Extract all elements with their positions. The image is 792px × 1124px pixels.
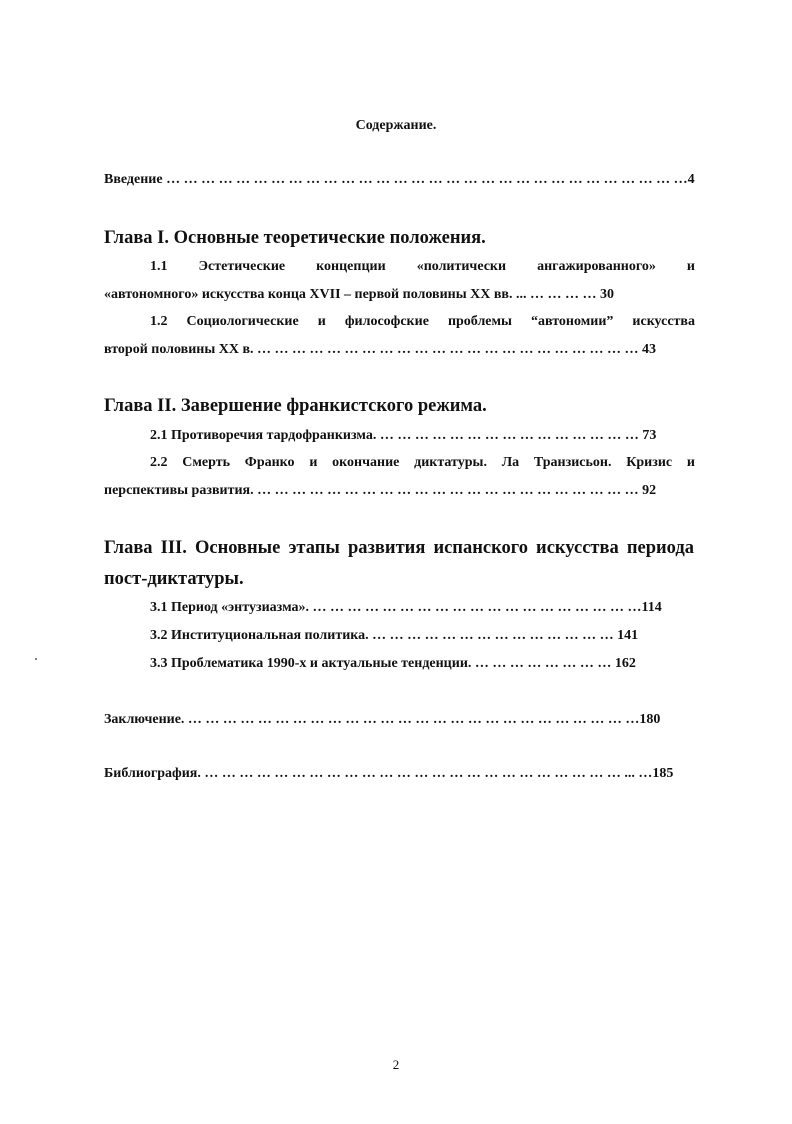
page-number: 2: [392, 1057, 400, 1072]
toc-entry-1-1-line-1: 1.1 Эстетические концепции «политически ангажированного» и: [150, 259, 695, 274]
toc-entry-2-2-line-2: перспективы развития. … … … … … … … … … … … … … … … … … … … … … … 92: [104, 483, 657, 498]
chapter-2-heading: Глава II. Завершение франкистского режима.: [104, 396, 487, 416]
toc-entry-3-2: 3.2 Институциональная политика. … … … … … … … … … … … … … … 141: [150, 628, 639, 643]
toc-entry-2-1: 2.1 Противоречия тардофранкизма. … … … … … … … … … … … … … … … 73: [150, 428, 657, 443]
toc-entry-1-1-line-2: «автономного» искусства конца XVII – первой половины XX вв. ... … … … … 30: [104, 287, 614, 302]
chapter-3-heading-line-2: пост-диктатуры.: [104, 569, 244, 589]
toc-entry-intro: Введение … … … … … … … … … … … … … … … … … … … … … … … … … … … … … …4: [104, 172, 695, 187]
toc-entry-1-2-line-2: второй половины XX в. … … … … … … … … … … … … … … … … … … … … … … 43: [104, 342, 657, 357]
chapter-3-heading-line-1: Глава III. Основные этапы развития испанского искусства периода: [104, 538, 694, 558]
toc-entry-3-3: 3.3 Проблематика 1990-х и актуальные тенденции. … … … … … … … … 162: [150, 656, 636, 671]
toc-entry-3-1: 3.1 Период «энтузиазма». … … … … … … … … … … … … … … … … … … …114: [150, 600, 662, 615]
toc-entry-2-2-line-1: 2.2 Смерть Франко и окончание диктатуры. Ла Транзисьон. Кризис и: [150, 455, 695, 470]
toc-entry-1-2-line-1: 1.2 Социологические и философские проблемы “автономии” искусства: [150, 314, 695, 329]
chapter-1-heading: Глава I. Основные теоретические положения.: [104, 228, 486, 248]
scan-speck: [35, 658, 37, 660]
page-title: Содержание.: [355, 118, 437, 133]
toc-entry-bibliography: Библиография. … … … … … … … … … … … … … … … … … … … … … … … … ... …185: [104, 766, 674, 781]
toc-entry-conclusion: Заключение. … … … … … … … … … … … … … … … … … … … … … … … … … …180: [104, 712, 661, 727]
